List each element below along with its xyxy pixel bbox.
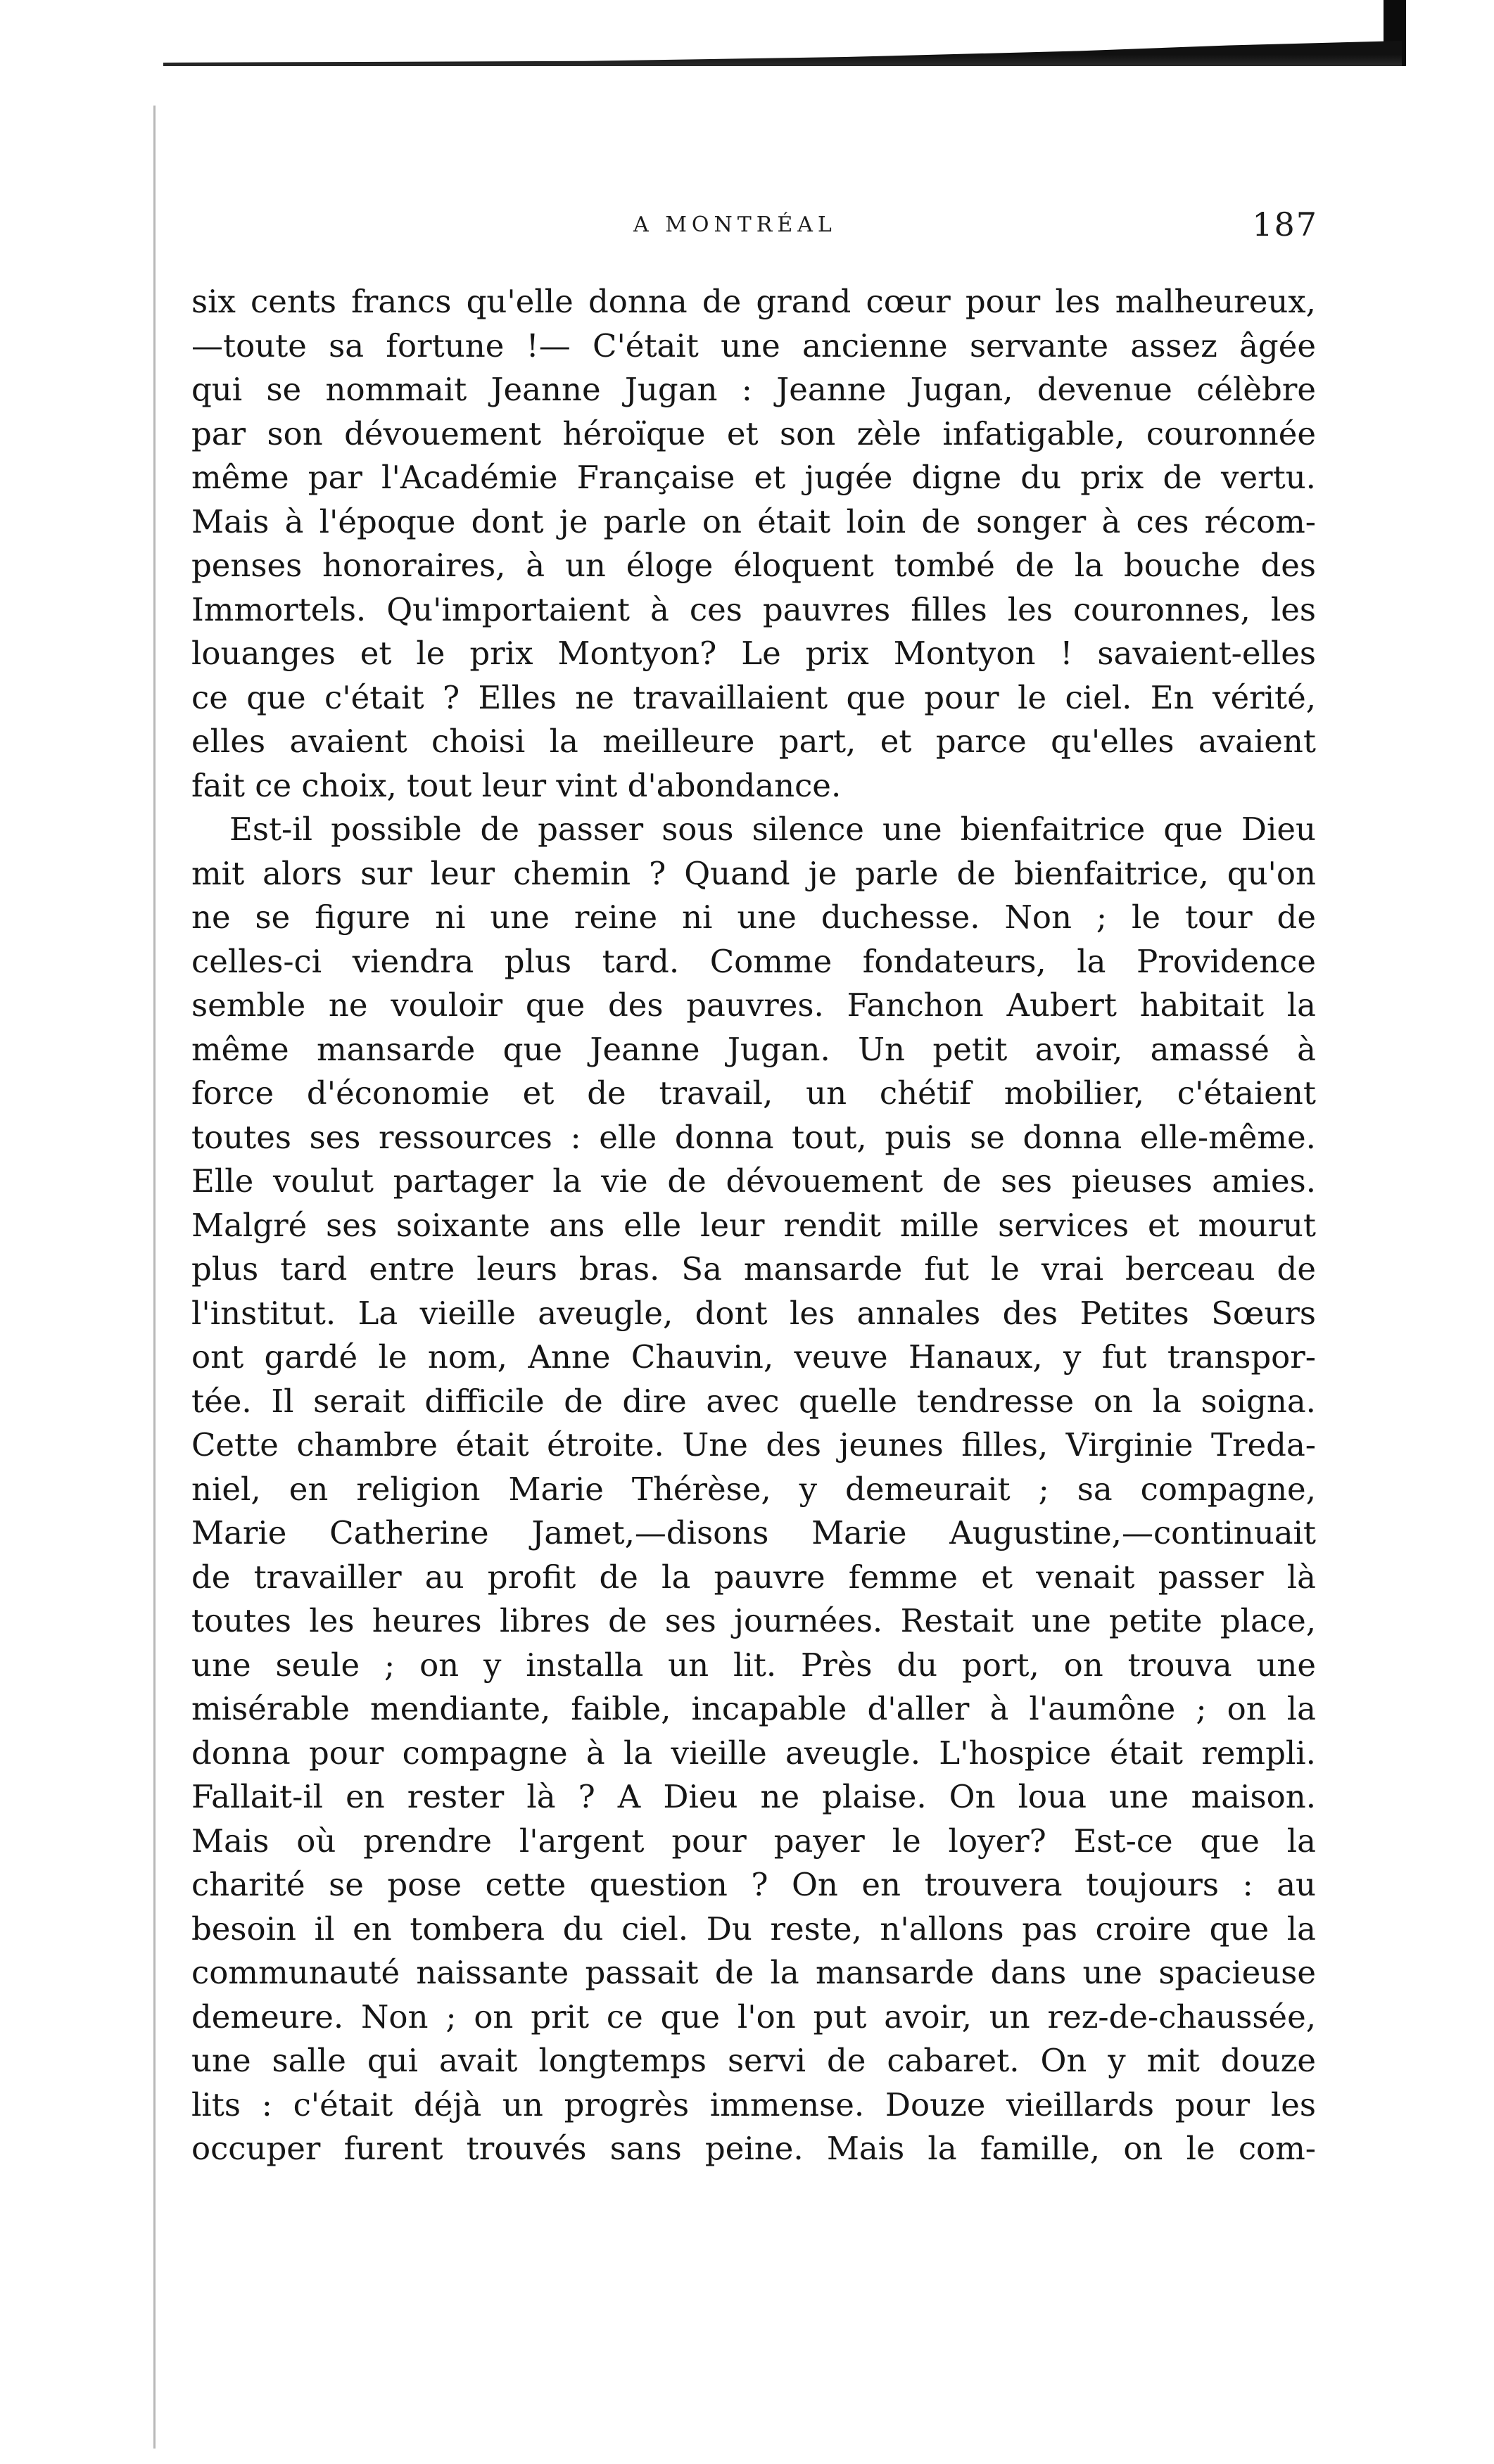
text-line: niel, en religion Marie Thérèse, y demeurait ; sa compagne, bbox=[191, 1470, 1316, 1508]
text-line: Immortels. Qu'importaient à ces pauvres filles les couronnes, les bbox=[191, 590, 1316, 628]
paragraph-start-line: Est-il possible de passer sous silence une bienfaitrice que Dieu bbox=[229, 811, 1316, 848]
text-line: une seule ; on y installa un lit. Près du port, on trouva une bbox=[191, 1646, 1316, 1684]
text-line: lits : c'était déjà un progrès immense. Douze vieillards pour les bbox=[191, 2085, 1316, 2123]
text-line: force d'économie et de travail, un chétif mobilier, c'étaient bbox=[191, 1074, 1316, 1112]
text-line: six cents francs qu'elle donna de grand cœur pour les malheureux, bbox=[191, 283, 1316, 320]
page-gutter-line bbox=[153, 106, 156, 2449]
text-line: louanges et le prix Montyon? Le prix Montyon ! savaient-elles bbox=[191, 635, 1316, 672]
text-line: donna pour compagne à la vieille aveugle. L'hospice était rempli. bbox=[191, 1734, 1316, 1772]
text-line: fait ce choix, tout leur vint d'abondance. bbox=[191, 766, 842, 804]
running-head bbox=[0, 205, 1494, 255]
text-line: —toute sa fortune !— C'était une ancienne servante assez âgée bbox=[191, 326, 1316, 364]
text-line: même mansarde que Jeanne Jugan. Un petit avoir, amassé à bbox=[191, 1030, 1316, 1068]
text-line: occuper furent trouvés sans peine. Mais la famille, on le com- bbox=[191, 2130, 1316, 2167]
text-line: semble ne vouloir que des pauvres. Fanchon Aubert habitait la bbox=[191, 986, 1316, 1024]
text-line: ne se figure ni une reine ni une duchesse. Non ; le tour de bbox=[191, 898, 1316, 936]
text-line: tée. Il serait difficile de dire avec quelle tendresse on la soigna. bbox=[191, 1382, 1316, 1420]
text-line: celles-ci viendra plus tard. Comme fondateurs, la Providence bbox=[191, 942, 1316, 980]
text-line: Fallait-il en rester là ? A Dieu ne plaise. On loua une maison. bbox=[191, 1778, 1316, 1815]
text-line: Marie Catherine Jamet,—disons Marie Augustine,—continuait bbox=[191, 1514, 1316, 1551]
top-rule bbox=[163, 41, 1402, 66]
text-line: Elle voulut partager la vie de dévouement de ses pieuses amies. bbox=[191, 1162, 1316, 1200]
text-line: Cette chambre était étroite. Une des jeunes filles, Virginie Treda- bbox=[191, 1426, 1316, 1463]
text-line: mit alors sur leur chemin ? Quand je parle de bienfaitrice, qu'on bbox=[191, 854, 1316, 892]
text-line: charité se pose cette question ? On en trouvera toujours : au bbox=[191, 1866, 1316, 1903]
text-line: Mais où prendre l'argent pour payer le loyer? Est-ce que la bbox=[191, 1822, 1316, 1860]
text-line: besoin il en tombera du ciel. Du reste, n'allons pas croire que la bbox=[191, 1910, 1316, 1948]
text-line: plus tard entre leurs bras. Sa mansarde fut le vrai berceau de bbox=[191, 1250, 1316, 1288]
text-line: par son dévouement héroïque et son zèle infatigable, couronnée bbox=[191, 414, 1316, 452]
text-line: toutes ses ressources : elle donna tout, puis se donna elle-même. bbox=[191, 1118, 1316, 1156]
text-line: l'institut. La vieille aveugle, dont les annales des Petites Sœurs bbox=[191, 1294, 1316, 1332]
text-line: misérable mendiante, faible, incapable d'aller à l'aumône ; on la bbox=[191, 1690, 1316, 1727]
text-line: qui se nommait Jeanne Jugan : Jeanne Jugan, devenue célèbre bbox=[191, 371, 1316, 408]
text-line: communauté naissante passait de la mansarde dans une spacieuse bbox=[191, 1954, 1316, 1991]
text-line: même par l'Académie Française et jugée digne du prix de vertu. bbox=[191, 459, 1316, 496]
text-line: demeure. Non ; on prit ce que l'on put avoir, un rez-de-chaussée, bbox=[191, 1998, 1316, 2036]
body-text bbox=[191, 280, 1316, 2171]
text-line: de travailler au profit de la pauvre femme et venait passer là bbox=[191, 1558, 1316, 1596]
text-line: Mais à l'époque dont je parle on était loin de songer à ces récom- bbox=[191, 502, 1316, 540]
text-line: Malgré ses soixante ans elle leur rendit mille services et mourut bbox=[191, 1206, 1316, 1244]
text-line: ont gardé le nom, Anne Chauvin, veuve Hanaux, y fut transpor- bbox=[191, 1338, 1316, 1376]
text-line: ce que c'était ? Elles ne travaillaient que pour le ciel. En vérité, bbox=[191, 678, 1316, 716]
text-line: penses honoraires, à un éloge éloquent tombé de la bouche des bbox=[191, 547, 1316, 584]
running-title: A MONTRÉAL bbox=[633, 212, 837, 237]
text-line: toutes les heures libres de ses journées. Restait une petite place, bbox=[191, 1602, 1316, 1639]
page-number: 187 bbox=[1252, 205, 1318, 243]
text-line: une salle qui avait longtemps servi de cabaret. On y mit douze bbox=[191, 2042, 1316, 2079]
text-line: elles avaient choisi la meilleure part, et parce qu'elles avaient bbox=[191, 723, 1316, 760]
